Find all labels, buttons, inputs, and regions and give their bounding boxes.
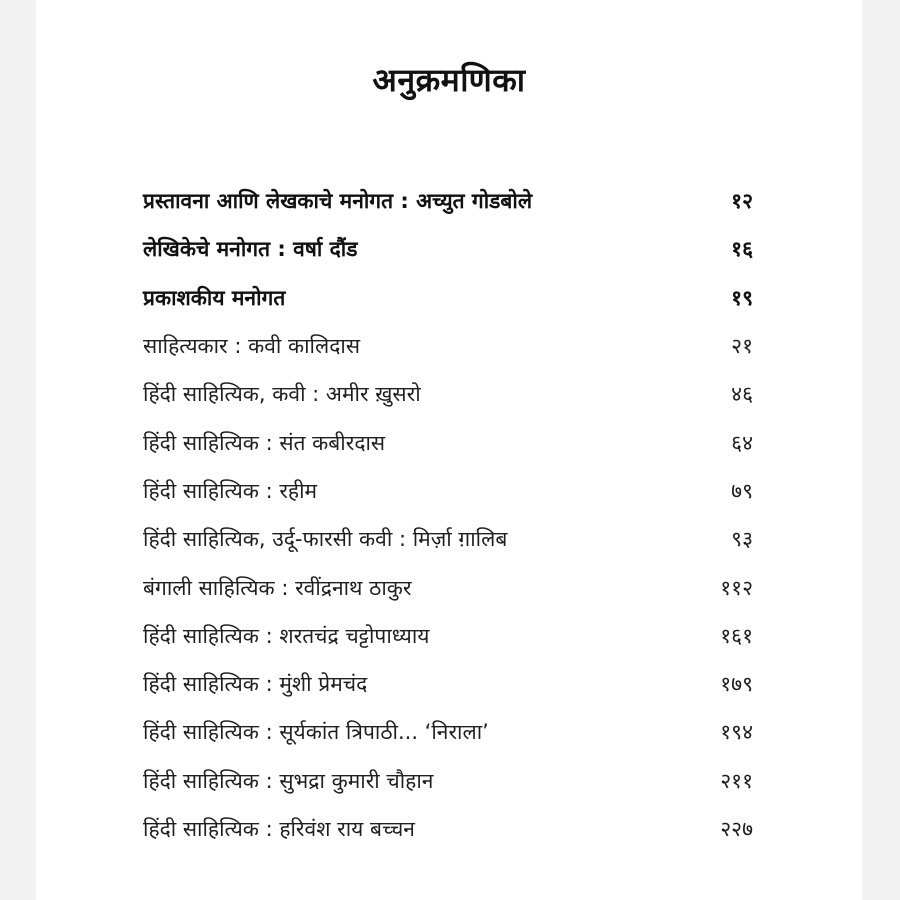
toc-entry-page: २१ <box>731 334 753 359</box>
toc-entry-title: प्रकाशकीय मनोगत <box>143 285 286 310</box>
toc-entry-page: १६ <box>731 237 753 262</box>
toc-entry <box>143 418 753 466</box>
toc-entry <box>143 274 753 322</box>
toc-entry <box>143 612 753 660</box>
toc-entry-page: ७९ <box>731 478 753 503</box>
toc-entry <box>143 467 753 515</box>
toc-entry-title: हिंदी साहित्यिक : सुभद्रा कुमारी चौहान <box>143 768 434 793</box>
toc-entry-page: ६४ <box>731 430 753 455</box>
toc-entry-page: ९३ <box>731 527 753 552</box>
toc-entry <box>143 322 753 370</box>
toc-entry-title: बंगाली साहित्यिक : रवींद्रनाथ ठाकुर <box>143 575 412 600</box>
table-of-contents <box>143 177 753 853</box>
toc-entry-page: १९४ <box>720 720 753 745</box>
page-title: अनुक्रमणिका <box>372 61 526 99</box>
toc-entry <box>143 370 753 418</box>
toc-entry <box>143 805 753 853</box>
toc-entry-page: १२ <box>731 189 753 214</box>
toc-entry <box>143 563 753 611</box>
toc-entry-title: हिंदी साहित्यिक, कवी : अमीर ख़ुसरो <box>143 382 421 407</box>
toc-entry-title: हिंदी साहित्यिक : संत कबीरदास <box>143 430 386 455</box>
toc-entry-page: १७९ <box>720 672 753 697</box>
toc-entry-page: ११२ <box>720 575 753 600</box>
toc-entry <box>143 225 753 273</box>
toc-entry-title: हिंदी साहित्यिक : शरतचंद्र चट्टोपाध्याय <box>143 623 430 648</box>
toc-entry-title: साहित्यकार : कवी कालिदास <box>143 334 361 359</box>
toc-entry <box>143 515 753 563</box>
toc-entry <box>143 708 753 756</box>
toc-entry-title: हिंदी साहित्यिक : मुंशी प्रेमचंद <box>143 672 368 697</box>
toc-entry-title: हिंदी साहित्यिक, उर्दू-फारसी कवी : मिर्ज़ा ग़ालिब <box>143 527 508 552</box>
toc-entry-title: प्रस्तावना आणि लेखकाचे मनोगत : अच्युत गोडबोले <box>143 189 533 214</box>
toc-entry-title: हिंदी साहित्यिक : सूर्यकांत त्रिपाठी... ‘निराला’ <box>143 720 489 745</box>
toc-entry-title: लेखिकेचे मनोगत : वर्षा दौंड <box>143 237 358 262</box>
toc-entry-page: २२७ <box>720 817 753 841</box>
toc-entry-title: हिंदी साहित्यिक : रहीम <box>143 478 318 503</box>
toc-entry-page: १६१ <box>720 623 753 648</box>
toc-entry <box>143 177 753 225</box>
toc-entry-page: २११ <box>720 768 753 793</box>
toc-entry <box>143 660 753 708</box>
toc-entry <box>143 757 753 805</box>
toc-entry-page: ४६ <box>731 382 753 407</box>
document-page <box>36 0 862 900</box>
toc-entry-title: हिंदी साहित्यिक : हरिवंश राय बच्चन <box>143 817 415 841</box>
toc-entry-page: १९ <box>731 285 753 310</box>
